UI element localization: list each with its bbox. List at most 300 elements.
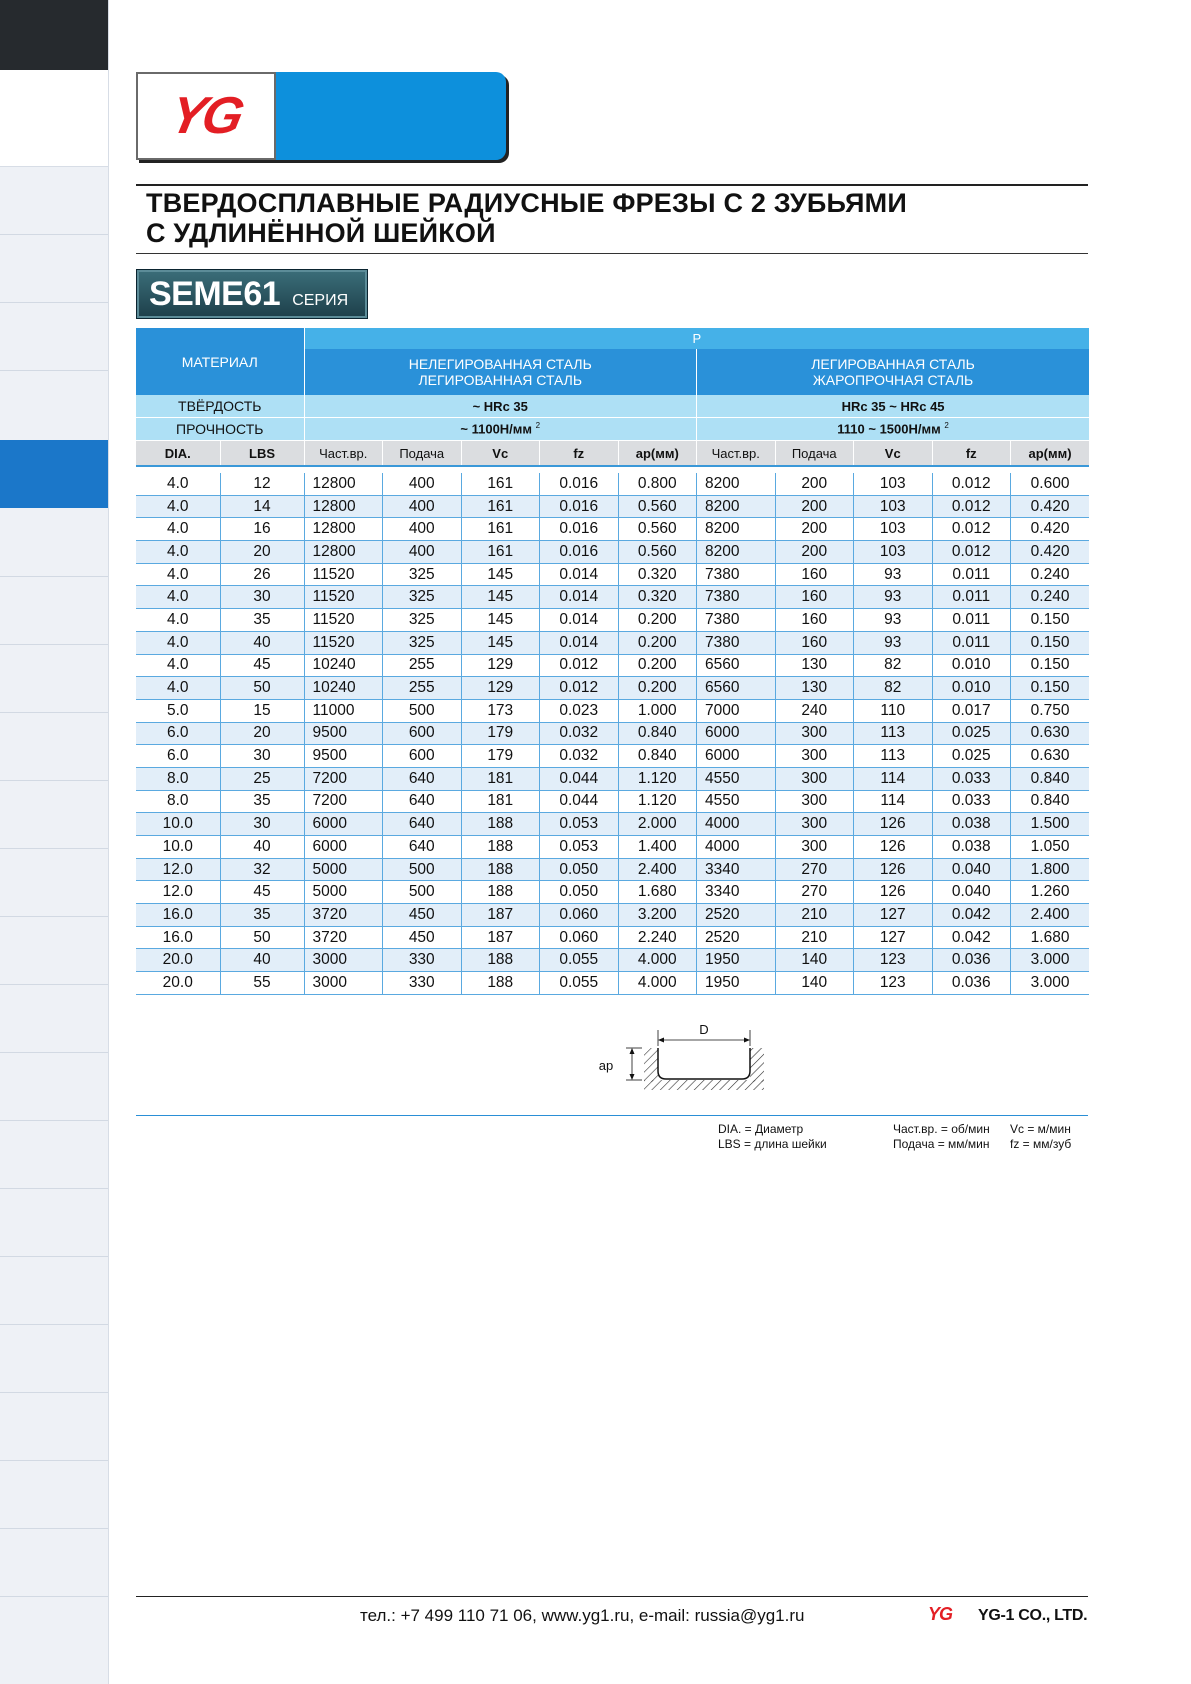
cell-feed-2: 300 xyxy=(775,836,854,859)
cell-rpm-2: 6560 xyxy=(697,654,776,677)
title-rule xyxy=(136,253,1088,254)
cell-fz-1: 0.053 xyxy=(540,836,619,859)
cell-feed-1: 640 xyxy=(383,767,462,790)
cell-rpm-2: 8200 xyxy=(697,541,776,564)
page-title-line-1: ТВЕРДОСПЛАВНЫЕ РАДИУСНЫЕ ФРЕЗЫ С 2 ЗУБЬЯМИ xyxy=(146,188,907,218)
side-dark-block xyxy=(0,0,108,70)
cell-rpm-2: 3340 xyxy=(697,858,776,881)
cell-vc-1: 161 xyxy=(461,518,540,541)
cell-dia: 4.0 xyxy=(136,563,220,586)
cell-lbs: 45 xyxy=(220,881,304,904)
cell-rpm-2: 2520 xyxy=(697,904,776,927)
cell-rpm-1: 3720 xyxy=(304,904,383,927)
cell-fz-2: 0.042 xyxy=(932,904,1011,927)
side-divider xyxy=(0,1324,108,1325)
cell-lbs: 45 xyxy=(220,654,304,677)
cell-fz-2: 0.025 xyxy=(932,722,1011,745)
cell-vc-2: 93 xyxy=(854,563,933,586)
cell-dia: 20.0 xyxy=(136,949,220,972)
arrow-icon xyxy=(630,1074,635,1080)
table-row xyxy=(136,609,1089,632)
table-row xyxy=(136,473,1089,495)
arrow-icon xyxy=(658,1038,664,1043)
cell-feed-2: 300 xyxy=(775,790,854,813)
label-ap: ap xyxy=(598,1058,614,1073)
cell-vc-2: 126 xyxy=(854,836,933,859)
cell-vc-2: 114 xyxy=(854,790,933,813)
cell-ap-2: 1.050 xyxy=(1011,836,1090,859)
cell-fz-2: 0.010 xyxy=(932,677,1011,700)
cell-rpm-2: 1950 xyxy=(697,949,776,972)
cell-rpm-1: 10240 xyxy=(304,677,383,700)
cell-vc-1: 188 xyxy=(461,813,540,836)
cell-fz-2: 0.011 xyxy=(932,609,1011,632)
cell-ap-1: 1.000 xyxy=(618,699,697,722)
side-divider xyxy=(0,1120,108,1121)
cell-ap-2: 1.260 xyxy=(1011,881,1090,904)
cell-lbs: 40 xyxy=(220,949,304,972)
cell-rpm-2: 1950 xyxy=(697,972,776,995)
cell-dia: 6.0 xyxy=(136,745,220,768)
cell-dia: 20.0 xyxy=(136,972,220,995)
cell-fz-2: 0.010 xyxy=(932,654,1011,677)
table-spacer xyxy=(136,466,1089,473)
side-divider xyxy=(0,712,108,713)
slot-profile xyxy=(658,1048,750,1079)
cell-vc-2: 127 xyxy=(854,904,933,927)
side-divider xyxy=(0,370,108,371)
hardness-label: ТВЁРДОСТЬ xyxy=(136,395,304,418)
cell-fz-2: 0.012 xyxy=(932,541,1011,564)
cell-dia: 8.0 xyxy=(136,790,220,813)
footer-contacts: тел.: +7 499 110 71 06, www.yg1.ru, e-mail: russia@yg1.ru xyxy=(360,1606,805,1625)
brand-logo-text: YG xyxy=(165,87,247,145)
cell-rpm-1: 6000 xyxy=(304,813,383,836)
cell-ap-2: 0.150 xyxy=(1011,677,1090,700)
strength-group-1 xyxy=(304,418,697,441)
cell-lbs: 30 xyxy=(220,745,304,768)
cell-vc-1: 129 xyxy=(461,654,540,677)
cell-ap-1: 1.400 xyxy=(618,836,697,859)
cell-rpm-1: 12800 xyxy=(304,473,383,495)
cell-rpm-1: 6000 xyxy=(304,836,383,859)
cell-feed-2: 130 xyxy=(775,654,854,677)
cell-ap-1: 2.400 xyxy=(618,858,697,881)
cell-fz-1: 0.016 xyxy=(540,495,619,518)
side-divider xyxy=(0,780,108,781)
strength-group-2 xyxy=(697,418,1090,441)
cell-rpm-1: 3720 xyxy=(304,926,383,949)
cell-rpm-1: 9500 xyxy=(304,722,383,745)
cell-ap-2: 0.420 xyxy=(1011,518,1090,541)
cell-dia: 4.0 xyxy=(136,654,220,677)
cell-dia: 12.0 xyxy=(136,881,220,904)
cell-lbs: 40 xyxy=(220,631,304,654)
footer-rule xyxy=(136,1596,1088,1597)
cell-rpm-1: 7200 xyxy=(304,767,383,790)
cell-lbs: 32 xyxy=(220,858,304,881)
cell-vc-2: 93 xyxy=(854,631,933,654)
cell-ap-2: 0.420 xyxy=(1011,541,1090,564)
cell-feed-2: 210 xyxy=(775,904,854,927)
cell-vc-2: 113 xyxy=(854,722,933,745)
col-header-vc-2: Vc xyxy=(854,441,933,467)
legend-col-2 xyxy=(893,1122,990,1152)
cell-vc-1: 145 xyxy=(461,609,540,632)
cell-feed-2: 140 xyxy=(775,972,854,995)
cell-fz-1: 0.032 xyxy=(540,722,619,745)
cell-fz-1: 0.055 xyxy=(540,949,619,972)
cell-fz-2: 0.011 xyxy=(932,631,1011,654)
cell-lbs: 15 xyxy=(220,699,304,722)
table-row xyxy=(136,518,1089,541)
strength-group-1-value: ~ 1100H/мм xyxy=(460,421,533,437)
cell-fz-1: 0.014 xyxy=(540,609,619,632)
cell-feed-1: 640 xyxy=(383,836,462,859)
label-d: D xyxy=(699,1022,709,1037)
material-group-1 xyxy=(304,349,697,395)
cell-fz-2: 0.012 xyxy=(932,473,1011,495)
cell-dia: 12.0 xyxy=(136,858,220,881)
cell-feed-1: 640 xyxy=(383,813,462,836)
cell-fz-2: 0.012 xyxy=(932,518,1011,541)
cell-vc-1: 188 xyxy=(461,949,540,972)
side-divider xyxy=(0,1528,108,1529)
cell-vc-1: 161 xyxy=(461,473,540,495)
cell-fz-2: 0.038 xyxy=(932,836,1011,859)
cell-feed-1: 450 xyxy=(383,926,462,949)
table-row xyxy=(136,631,1089,654)
group-p-header: P xyxy=(304,328,1089,349)
cell-fz-1: 0.014 xyxy=(540,563,619,586)
legend-lbs: LBS = длина шейки xyxy=(718,1137,827,1151)
cell-feed-1: 400 xyxy=(383,495,462,518)
strength-group-1-exponent: 2 xyxy=(535,421,541,431)
strength-label: ПРОЧНОСТЬ xyxy=(136,418,304,441)
cell-rpm-2: 7380 xyxy=(697,586,776,609)
cell-rpm-1: 10240 xyxy=(304,654,383,677)
legend-col-1 xyxy=(718,1122,827,1152)
cell-rpm-1: 11520 xyxy=(304,586,383,609)
cell-lbs: 50 xyxy=(220,677,304,700)
cell-rpm-2: 4550 xyxy=(697,767,776,790)
side-divider xyxy=(0,644,108,645)
cell-vc-2: 126 xyxy=(854,881,933,904)
cell-lbs: 35 xyxy=(220,790,304,813)
cell-feed-1: 600 xyxy=(383,722,462,745)
cell-rpm-1: 11520 xyxy=(304,631,383,654)
cell-rpm-2: 8200 xyxy=(697,495,776,518)
cell-feed-2: 270 xyxy=(775,858,854,881)
table-body xyxy=(136,473,1089,994)
table-row xyxy=(136,881,1089,904)
cell-vc-2: 110 xyxy=(854,699,933,722)
side-divider xyxy=(0,1188,108,1189)
table-row xyxy=(136,972,1089,995)
cell-ap-2: 3.000 xyxy=(1011,972,1090,995)
cell-rpm-2: 3340 xyxy=(697,881,776,904)
cell-dia: 10.0 xyxy=(136,813,220,836)
cell-rpm-1: 3000 xyxy=(304,949,383,972)
cell-rpm-1: 5000 xyxy=(304,858,383,881)
cell-feed-1: 325 xyxy=(383,609,462,632)
cell-vc-2: 123 xyxy=(854,949,933,972)
cell-ap-2: 0.150 xyxy=(1011,631,1090,654)
cell-feed-1: 325 xyxy=(383,563,462,586)
cell-ap-2: 3.000 xyxy=(1011,949,1090,972)
cell-ap-2: 0.750 xyxy=(1011,699,1090,722)
cell-ap-2: 0.630 xyxy=(1011,722,1090,745)
cell-ap-2: 2.400 xyxy=(1011,904,1090,927)
cell-ap-1: 0.840 xyxy=(618,745,697,768)
cell-rpm-1: 11000 xyxy=(304,699,383,722)
cell-dia: 16.0 xyxy=(136,926,220,949)
cell-dia: 10.0 xyxy=(136,836,220,859)
cell-rpm-2: 6000 xyxy=(697,745,776,768)
cell-rpm-1: 11520 xyxy=(304,563,383,586)
cell-rpm-2: 4550 xyxy=(697,790,776,813)
series-badge xyxy=(136,269,368,319)
material-group-1-line-2: ЛЕГИРОВАННАЯ СТАЛЬ xyxy=(418,372,583,388)
side-divider xyxy=(0,1460,108,1461)
cell-feed-2: 300 xyxy=(775,767,854,790)
cell-vc-2: 93 xyxy=(854,609,933,632)
cell-lbs: 20 xyxy=(220,722,304,745)
cell-rpm-1: 12800 xyxy=(304,541,383,564)
cell-fz-1: 0.016 xyxy=(540,518,619,541)
cell-feed-2: 300 xyxy=(775,813,854,836)
material-group-2 xyxy=(697,349,1090,395)
cell-feed-2: 200 xyxy=(775,518,854,541)
cell-fz-2: 0.042 xyxy=(932,926,1011,949)
legend-fz: fz = мм/зуб xyxy=(1010,1137,1072,1151)
cell-ap-1: 0.560 xyxy=(618,541,697,564)
col-header-ap-2: ap(мм) xyxy=(1011,441,1090,467)
col-header-rpm-1: Част.вр. xyxy=(304,441,383,467)
cell-fz-2: 0.040 xyxy=(932,881,1011,904)
cell-lbs: 26 xyxy=(220,563,304,586)
cell-ap-2: 0.840 xyxy=(1011,767,1090,790)
cell-feed-1: 325 xyxy=(383,631,462,654)
depth-of-cut-diagram xyxy=(596,1018,768,1094)
cell-rpm-1: 3000 xyxy=(304,972,383,995)
cell-fz-1: 0.060 xyxy=(540,926,619,949)
cell-vc-1: 161 xyxy=(461,541,540,564)
side-divider xyxy=(0,302,108,303)
col-header-feed-2: Подача xyxy=(775,441,854,467)
cell-dia: 4.0 xyxy=(136,586,220,609)
legend-dia: DIA. = Диаметр xyxy=(718,1122,804,1136)
cell-rpm-2: 7000 xyxy=(697,699,776,722)
table-row xyxy=(136,563,1089,586)
cell-vc-2: 126 xyxy=(854,858,933,881)
cell-vc-2: 114 xyxy=(854,767,933,790)
cell-rpm-1: 7200 xyxy=(304,790,383,813)
col-header-vc-1: Vc xyxy=(461,441,540,467)
table-row xyxy=(136,836,1089,859)
cell-feed-1: 330 xyxy=(383,972,462,995)
hardness-group-1: ~ HRc 35 xyxy=(304,395,697,418)
cell-fz-2: 0.036 xyxy=(932,949,1011,972)
cell-fz-1: 0.012 xyxy=(540,677,619,700)
cell-lbs: 35 xyxy=(220,904,304,927)
cell-rpm-2: 7380 xyxy=(697,609,776,632)
cell-fz-1: 0.014 xyxy=(540,631,619,654)
side-divider xyxy=(0,1256,108,1257)
col-header-fz-2: fz xyxy=(932,441,1011,467)
cell-vc-1: 188 xyxy=(461,972,540,995)
title-rule xyxy=(136,184,1088,186)
cell-ap-2: 1.680 xyxy=(1011,926,1090,949)
cell-vc-1: 145 xyxy=(461,563,540,586)
cell-ap-1: 4.000 xyxy=(618,949,697,972)
side-white-block xyxy=(0,70,108,167)
cell-ap-1: 1.120 xyxy=(618,790,697,813)
cell-rpm-2: 8200 xyxy=(697,473,776,495)
side-navigation xyxy=(0,0,109,1684)
table-row xyxy=(136,541,1089,564)
cell-vc-2: 127 xyxy=(854,926,933,949)
series-word: СЕРИЯ xyxy=(292,292,349,309)
side-divider xyxy=(0,234,108,235)
cell-feed-2: 130 xyxy=(775,677,854,700)
cell-feed-2: 200 xyxy=(775,541,854,564)
cell-feed-1: 255 xyxy=(383,677,462,700)
cell-ap-1: 0.200 xyxy=(618,609,697,632)
cell-fz-2: 0.040 xyxy=(932,858,1011,881)
cell-vc-2: 82 xyxy=(854,677,933,700)
footer-logo: YG xyxy=(928,1604,953,1624)
cell-rpm-1: 12800 xyxy=(304,495,383,518)
cell-feed-1: 330 xyxy=(383,949,462,972)
cell-fz-2: 0.038 xyxy=(932,813,1011,836)
cell-dia: 4.0 xyxy=(136,677,220,700)
cell-vc-2: 103 xyxy=(854,495,933,518)
legend-feed: Подача = мм/мин xyxy=(893,1137,990,1151)
company-name: YG-1 CO., LTD. xyxy=(978,1607,1088,1624)
cell-ap-2: 0.840 xyxy=(1011,790,1090,813)
cell-fz-1: 0.023 xyxy=(540,699,619,722)
cell-feed-1: 640 xyxy=(383,790,462,813)
cell-rpm-2: 6000 xyxy=(697,722,776,745)
cell-vc-1: 181 xyxy=(461,767,540,790)
cell-ap-1: 3.200 xyxy=(618,904,697,927)
cell-vc-1: 145 xyxy=(461,586,540,609)
col-header-fz-1: fz xyxy=(540,441,619,467)
table-row xyxy=(136,767,1089,790)
cell-vc-2: 126 xyxy=(854,813,933,836)
table-row xyxy=(136,699,1089,722)
cell-dia: 6.0 xyxy=(136,722,220,745)
cell-rpm-2: 4000 xyxy=(697,813,776,836)
side-tab-active[interactable] xyxy=(0,440,108,508)
cell-rpm-1: 9500 xyxy=(304,745,383,768)
cell-feed-1: 500 xyxy=(383,881,462,904)
cell-lbs: 55 xyxy=(220,972,304,995)
cell-feed-1: 325 xyxy=(383,586,462,609)
cell-fz-1: 0.053 xyxy=(540,813,619,836)
cell-fz-1: 0.050 xyxy=(540,881,619,904)
table-row xyxy=(136,745,1089,768)
legend-vc: Vc = м/мин xyxy=(1010,1122,1071,1136)
cell-fz-2: 0.033 xyxy=(932,767,1011,790)
cell-fz-1: 0.014 xyxy=(540,586,619,609)
cell-vc-1: 129 xyxy=(461,677,540,700)
cell-fz-1: 0.012 xyxy=(540,654,619,677)
cell-feed-1: 500 xyxy=(383,858,462,881)
arrow-icon xyxy=(630,1048,635,1054)
cell-vc-1: 187 xyxy=(461,904,540,927)
cell-feed-2: 160 xyxy=(775,563,854,586)
cell-fz-1: 0.050 xyxy=(540,858,619,881)
cell-dia: 4.0 xyxy=(136,541,220,564)
cell-feed-1: 500 xyxy=(383,699,462,722)
cell-ap-1: 0.560 xyxy=(618,518,697,541)
legend-rpm: Част.вр. = об/мин xyxy=(893,1122,990,1136)
cell-rpm-2: 2520 xyxy=(697,926,776,949)
material-group-2-line-2: ЖАРОПРОЧНАЯ СТАЛЬ xyxy=(812,372,974,388)
cell-ap-2: 1.800 xyxy=(1011,858,1090,881)
cell-fz-1: 0.016 xyxy=(540,473,619,495)
hardness-group-2: HRc 35 ~ HRc 45 xyxy=(697,395,1090,418)
cell-dia: 5.0 xyxy=(136,699,220,722)
cell-lbs: 30 xyxy=(220,813,304,836)
cell-fz-1: 0.044 xyxy=(540,790,619,813)
cell-vc-1: 179 xyxy=(461,745,540,768)
cell-rpm-1: 12800 xyxy=(304,518,383,541)
cell-vc-2: 103 xyxy=(854,473,933,495)
cell-vc-2: 103 xyxy=(854,518,933,541)
table-row xyxy=(136,586,1089,609)
cell-ap-1: 0.840 xyxy=(618,722,697,745)
cell-ap-2: 0.240 xyxy=(1011,586,1090,609)
side-divider xyxy=(0,984,108,985)
cell-lbs: 30 xyxy=(220,586,304,609)
side-divider xyxy=(0,1052,108,1053)
cell-ap-1: 0.200 xyxy=(618,631,697,654)
table-row xyxy=(136,790,1089,813)
page-title xyxy=(146,188,1076,248)
cell-fz-1: 0.044 xyxy=(540,767,619,790)
cell-feed-2: 270 xyxy=(775,881,854,904)
cell-dia: 4.0 xyxy=(136,609,220,632)
side-divider xyxy=(0,576,108,577)
cutting-data-table xyxy=(136,328,1089,995)
cell-lbs: 14 xyxy=(220,495,304,518)
cell-feed-2: 140 xyxy=(775,949,854,972)
table-row xyxy=(136,654,1089,677)
cell-lbs: 12 xyxy=(220,473,304,495)
cell-lbs: 16 xyxy=(220,518,304,541)
arrow-icon xyxy=(744,1038,750,1043)
cell-ap-1: 2.000 xyxy=(618,813,697,836)
cell-feed-2: 300 xyxy=(775,722,854,745)
legend-col-3 xyxy=(1010,1122,1071,1152)
material-group-1-line-1: НЕЛЕГИРОВАННАЯ СТАЛЬ xyxy=(408,356,592,372)
cell-dia: 4.0 xyxy=(136,518,220,541)
cell-dia: 4.0 xyxy=(136,473,220,495)
cell-fz-2: 0.033 xyxy=(932,790,1011,813)
cell-rpm-2: 7380 xyxy=(697,563,776,586)
cell-fz-2: 0.036 xyxy=(932,972,1011,995)
cell-dia: 4.0 xyxy=(136,495,220,518)
col-header-dia: DIA. xyxy=(136,441,220,467)
cell-vc-1: 181 xyxy=(461,790,540,813)
material-group-2-line-1: ЛЕГИРОВАННАЯ СТАЛЬ xyxy=(811,356,975,372)
cell-rpm-2: 7380 xyxy=(697,631,776,654)
cell-ap-2: 1.500 xyxy=(1011,813,1090,836)
side-divider xyxy=(0,848,108,849)
